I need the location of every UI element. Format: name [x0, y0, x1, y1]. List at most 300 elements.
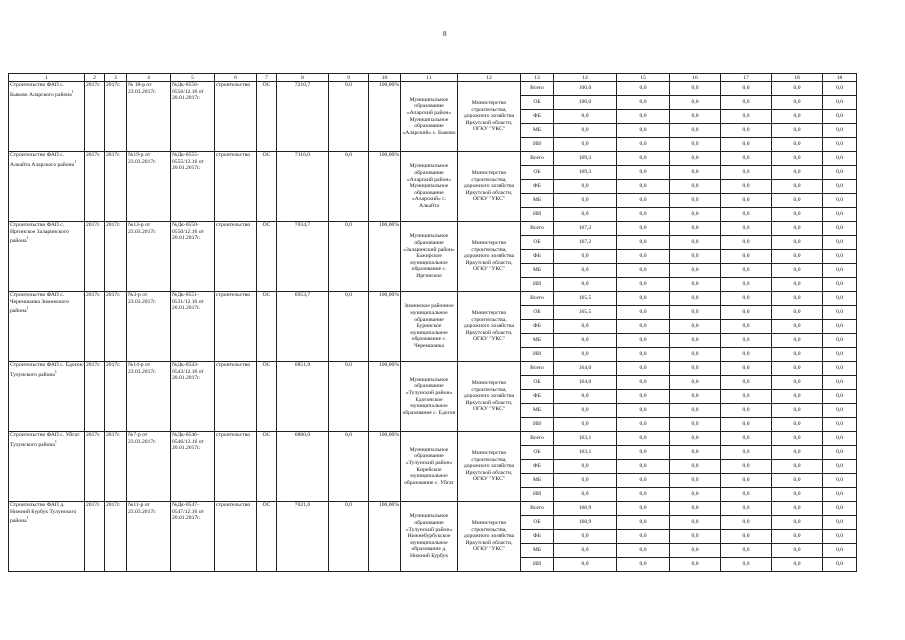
finance-value: 0,0 [772, 432, 823, 446]
finance-value: 0,0 [617, 110, 670, 124]
finance-source: ИИ [521, 278, 554, 292]
column-number: 14 [554, 74, 617, 82]
year-end: 2017г. [105, 502, 127, 572]
finance-value: 0,0 [554, 418, 617, 432]
finance-value: 0,0 [670, 334, 721, 348]
finance-value: 0,0 [721, 124, 772, 138]
column-number: 9 [329, 74, 369, 82]
finance-value: 0,0 [721, 544, 772, 558]
finance-value: 0,0 [617, 222, 670, 236]
project-row [9, 432, 857, 446]
finance-value: 0,0 [670, 390, 721, 404]
finance-value: 0,0 [823, 516, 857, 530]
finance-value: 0,0 [721, 334, 772, 348]
finance-source: ОБ [521, 306, 554, 320]
finance-value: 164,0 [554, 362, 617, 376]
column-number: 16 [670, 74, 721, 82]
finance-value: 0,0 [670, 362, 721, 376]
finance-value: 0,0 [670, 292, 721, 306]
zero-value: 0,0 [329, 222, 369, 292]
year-start: 2017г. [85, 292, 105, 362]
finance-value: 0,0 [823, 488, 857, 502]
finance-value: 0,0 [823, 376, 857, 390]
registration: №Дк-0556-0556/12.16 от 20.01.2017г. [171, 82, 215, 152]
finance-value: 0,0 [617, 376, 670, 390]
column-number: 10 [369, 74, 401, 82]
decree: №3-р от 23.03.2017г. [127, 292, 171, 362]
finance-value: 0,0 [617, 124, 670, 138]
finance-value: 0,0 [721, 390, 772, 404]
finance-value: 0,0 [823, 208, 857, 222]
finance-value: 0,0 [617, 544, 670, 558]
project-name-cell [9, 292, 85, 362]
zero-value: 0,0 [329, 502, 369, 572]
project-row [9, 292, 857, 306]
finance-value: 0,0 [617, 306, 670, 320]
project-name: Строительство ФАП д. Нижний Бурбук Тулунского района [10, 502, 77, 525]
finance-value: 0,0 [823, 446, 857, 460]
finance-value: 0,0 [772, 292, 823, 306]
finance-value: 0,0 [721, 558, 772, 572]
finance-value: 0,0 [823, 222, 857, 236]
work-kind: строительство [215, 222, 257, 292]
column-number: 4 [127, 74, 171, 82]
finance-value: 0,0 [823, 278, 857, 292]
finance-value: 0,0 [554, 278, 617, 292]
project-name-cell [9, 362, 85, 432]
zero-value: 0,0 [329, 292, 369, 362]
footnote-mark: 1 [54, 438, 57, 444]
finance-value: 0,0 [823, 82, 857, 96]
project-name: Строительство ФАП с. Черемшанка Зиминского района [10, 292, 70, 315]
project-name-cell [9, 82, 85, 152]
customer: Муниципальное образование «Аларский район» Муниципальное образование «Аларский» с. Быково [401, 82, 458, 152]
finance-value: 0,0 [721, 166, 772, 180]
finance-value: 0,0 [721, 278, 772, 292]
finance-value: 0,0 [721, 194, 772, 208]
percent-done: 100,00% [369, 362, 401, 432]
finance-value: 0,0 [823, 474, 857, 488]
finance-value: 0,0 [617, 250, 670, 264]
executor: Министерство строительства, дорожного хозяйства Иркутской области, ОГКУ "УКС" [458, 502, 521, 572]
finance-value: 0,0 [772, 138, 823, 152]
finance-value: 0,0 [670, 460, 721, 474]
registration: №Дк-0551-0531/12.16 от 20.01.2017г. [171, 292, 215, 362]
finance-value: 0,0 [772, 404, 823, 418]
total-cost: 6851,9 [277, 362, 329, 432]
finance-value: 0,0 [617, 390, 670, 404]
decree: №11-р от 23.03.2017г. [127, 502, 171, 572]
finance-value: 0,0 [721, 446, 772, 460]
zero-value: 0,0 [329, 362, 369, 432]
page-number: 8 [443, 30, 447, 38]
finance-value: 0,0 [617, 278, 670, 292]
project-name: Строительство ФАП с. Иргинское Заларинского района [10, 222, 69, 245]
finance-value: 0,0 [772, 390, 823, 404]
project-name-cell [9, 502, 85, 572]
finance-value: 0,0 [721, 138, 772, 152]
finance-value: 0,0 [670, 208, 721, 222]
finance-value: 0,0 [772, 194, 823, 208]
finance-value: 0,0 [670, 320, 721, 334]
customer: Муниципальное образование «Тулунский район» Кирейское муниципальное образование с. Уйгат [401, 432, 458, 502]
finance-value: 0,0 [670, 278, 721, 292]
finance-value: 0,0 [772, 502, 823, 516]
finance-value: 0,0 [772, 488, 823, 502]
zero-value: 0,0 [329, 432, 369, 502]
finance-value: 0,0 [670, 376, 721, 390]
oc-code: ОС [257, 362, 277, 432]
customer: Муниципальное образование «Аларский район» Муниципальное образование «Аларский» с. Алкайта [401, 152, 458, 222]
finance-value: 0,0 [617, 418, 670, 432]
finance-value: 0,0 [772, 166, 823, 180]
finance-source: ФБ [521, 180, 554, 194]
finance-value: 0,0 [823, 138, 857, 152]
finance-value: 0,0 [721, 362, 772, 376]
finance-source: ИИ [521, 348, 554, 362]
finance-value: 0,0 [554, 124, 617, 138]
year-end: 2017г. [105, 82, 127, 152]
year-start: 2017г. [85, 222, 105, 292]
executor: Министерство строительства, дорожного хозяйства Иркутской области, ОГКУ "УКС" [458, 152, 521, 222]
executor: Министерство строительства, дорожного хозяйства Иркутской области, ОГКУ "УКС" [458, 292, 521, 362]
total-cost: 7116,0 [277, 152, 329, 222]
zero-value: 0,0 [329, 152, 369, 222]
year-start: 2017г. [85, 362, 105, 432]
finance-value: 0,0 [772, 460, 823, 474]
finance-value: 0,0 [554, 460, 617, 474]
finance-value: 0,0 [823, 404, 857, 418]
finance-source: МБ [521, 334, 554, 348]
finance-value: 0,0 [823, 194, 857, 208]
finance-value: 0,0 [670, 194, 721, 208]
decree: №13-р от 23.03.2017г. [127, 222, 171, 292]
footnote-mark: 1 [54, 368, 57, 374]
percent-done: 100,00% [369, 502, 401, 572]
project-name: Строительство ФАП с. Быково Аларского района [10, 82, 72, 98]
finance-value: 169,3 [554, 166, 617, 180]
executor: Министерство строительства, дорожного хозяйства Иркутской области, ОГКУ "УКС" [458, 362, 521, 432]
finance-source: ОБ [521, 166, 554, 180]
footnote-mark: 1 [26, 305, 29, 311]
finance-value: 0,0 [721, 516, 772, 530]
year-start: 2017г. [85, 152, 105, 222]
finance-value: 0,0 [823, 166, 857, 180]
percent-done: 100,00% [369, 222, 401, 292]
finance-value: 0,0 [721, 152, 772, 166]
finance-source: ФБ [521, 530, 554, 544]
finance-value: 0,0 [823, 152, 857, 166]
finance-value: 0,0 [617, 82, 670, 96]
column-number: 3 [105, 74, 127, 82]
footnote-mark: 1 [26, 235, 29, 241]
finance-value: 0,0 [823, 110, 857, 124]
work-kind: строительство [215, 292, 257, 362]
finance-value: 0,0 [670, 250, 721, 264]
finance-value: 0,0 [670, 306, 721, 320]
finance-source: МБ [521, 264, 554, 278]
finance-value: 0,0 [721, 460, 772, 474]
finance-value: 0,0 [670, 222, 721, 236]
project-name-cell [9, 152, 85, 222]
finance-source: ФБ [521, 110, 554, 124]
decree: №7-р от 23.03.2017г. [127, 432, 171, 502]
finance-value: 0,0 [823, 180, 857, 194]
finance-value: 0,0 [823, 362, 857, 376]
finance-value: 0,0 [772, 558, 823, 572]
registration: №Дк-0543-0543/12.16 от 20.01.2017г. [171, 362, 215, 432]
finance-value: 0,0 [554, 474, 617, 488]
column-number: 2 [85, 74, 105, 82]
footnote-mark: 1 [74, 158, 77, 164]
finance-value: 0,0 [721, 292, 772, 306]
year-end: 2017г. [105, 152, 127, 222]
finance-value: 0,0 [772, 320, 823, 334]
finance-value: 0,0 [823, 530, 857, 544]
oc-code: ОС [257, 292, 277, 362]
work-kind: строительство [215, 152, 257, 222]
finance-value: 0,0 [772, 348, 823, 362]
registration: №Дк-0547-0547/12.16 от 20.01.2017г. [171, 502, 215, 572]
finance-value: 0,0 [670, 166, 721, 180]
finance-value: 168,9 [554, 502, 617, 516]
finance-value: 0,0 [721, 474, 772, 488]
finance-value: 0,0 [823, 264, 857, 278]
oc-code: ОС [257, 432, 277, 502]
executor: Министерство строительства, дорожного хозяйства Иркутской области, ОГКУ "УКС" [458, 222, 521, 292]
finance-value: 164,0 [554, 376, 617, 390]
oc-code: ОС [257, 152, 277, 222]
percent-done: 100,00% [369, 292, 401, 362]
column-number: 8 [277, 74, 329, 82]
finance-value: 0,0 [823, 292, 857, 306]
finance-source: Всего [521, 362, 554, 376]
finance-value: 0,0 [670, 348, 721, 362]
finance-value: 0,0 [772, 278, 823, 292]
finance-value: 0,0 [772, 250, 823, 264]
finance-value: 0,0 [721, 250, 772, 264]
finance-value: 0,0 [823, 348, 857, 362]
project-name: Строительство ФАП с. Уйгат Тулунского района [10, 432, 80, 448]
finance-value: 0,0 [670, 264, 721, 278]
finance-source: МБ [521, 474, 554, 488]
finance-value: 0,0 [554, 558, 617, 572]
finance-value: 0,0 [721, 82, 772, 96]
finance-source: ИИ [521, 558, 554, 572]
finance-value: 0,0 [554, 404, 617, 418]
finance-source: Всего [521, 222, 554, 236]
finance-source: ФБ [521, 320, 554, 334]
finance-value: 0,0 [554, 530, 617, 544]
finance-value: 0,0 [670, 516, 721, 530]
finance-value: 0,0 [721, 432, 772, 446]
finance-value: 165,5 [554, 292, 617, 306]
finance-value: 167,2 [554, 222, 617, 236]
finance-value: 0,0 [554, 110, 617, 124]
finance-value: 165,5 [554, 306, 617, 320]
finance-value: 0,0 [617, 138, 670, 152]
finance-value: 0,0 [670, 138, 721, 152]
total-cost: 7034,7 [277, 222, 329, 292]
finance-value: 0,0 [721, 488, 772, 502]
finance-source: Всего [521, 82, 554, 96]
finance-value: 0,0 [617, 488, 670, 502]
percent-done: 100,00% [369, 152, 401, 222]
finance-value: 0,0 [617, 558, 670, 572]
finance-value: 0,0 [617, 530, 670, 544]
finance-value: 0,0 [772, 516, 823, 530]
customer: Муниципальное образование «Тулунский район» Едогонское муниципальное образование с. Едогон [401, 362, 458, 432]
finance-value: 0,0 [670, 180, 721, 194]
decree: №14-р от 23.03.2017г. [127, 362, 171, 432]
project-name: Строительство ФАП с. Едогон Тулунского района [10, 362, 83, 378]
column-number: 6 [215, 74, 257, 82]
finance-value: 0,0 [554, 390, 617, 404]
finance-value: 0,0 [823, 558, 857, 572]
finance-source: ИИ [521, 418, 554, 432]
finance-value: 0,0 [823, 236, 857, 250]
executor: Министерство строительства, дорожного хозяйства Иркутской области, ОГКУ "УКС" [458, 82, 521, 152]
finance-value: 0,0 [772, 362, 823, 376]
work-kind: строительство [215, 82, 257, 152]
finance-value: 0,0 [823, 96, 857, 110]
finance-value: 0,0 [772, 152, 823, 166]
register-table-body [9, 74, 857, 572]
finance-value: 0,0 [554, 250, 617, 264]
finance-value: 0,0 [721, 306, 772, 320]
finance-value: 0,0 [670, 474, 721, 488]
percent-done: 100,00% [369, 432, 401, 502]
finance-value: 163,1 [554, 432, 617, 446]
column-number: 5 [171, 74, 215, 82]
finance-value: 0,0 [772, 96, 823, 110]
finance-value: 0,0 [554, 348, 617, 362]
finance-value: 0,0 [823, 124, 857, 138]
register-table [8, 73, 857, 572]
finance-value: 0,0 [670, 488, 721, 502]
finance-value: 0,0 [670, 236, 721, 250]
finance-value: 0,0 [772, 474, 823, 488]
finance-value: 0,0 [554, 138, 617, 152]
finance-value: 0,0 [670, 418, 721, 432]
finance-value: 0,0 [617, 236, 670, 250]
finance-value: 169,3 [554, 152, 617, 166]
finance-value: 0,0 [617, 264, 670, 278]
finance-value: 0,0 [823, 502, 857, 516]
finance-value: 0,0 [617, 334, 670, 348]
oc-code: ОС [257, 502, 277, 572]
executor: Министерство строительства, дорожного хозяйства Иркутской области, ОГКУ "УКС" [458, 432, 521, 502]
year-end: 2017г. [105, 432, 127, 502]
finance-value: 0,0 [823, 334, 857, 348]
footnote-mark: 1 [26, 515, 29, 521]
work-kind: строительство [215, 432, 257, 502]
finance-value: 0,0 [772, 180, 823, 194]
finance-value: 0,0 [823, 390, 857, 404]
finance-value: 0,0 [617, 516, 670, 530]
finance-value: 0,0 [617, 474, 670, 488]
registration: №Дк-0546-0546/12.16 от 20.01.2017г. [171, 432, 215, 502]
work-kind: строительство [215, 362, 257, 432]
finance-value: 0,0 [772, 446, 823, 460]
finance-value: 167,2 [554, 236, 617, 250]
finance-source: МБ [521, 544, 554, 558]
finance-value: 0,0 [772, 222, 823, 236]
finance-value: 0,0 [554, 180, 617, 194]
percent-done: 100,00% [369, 82, 401, 152]
finance-value: 0,0 [617, 460, 670, 474]
year-end: 2017г. [105, 362, 127, 432]
finance-value: 0,0 [670, 152, 721, 166]
footnote-mark: 1 [71, 88, 74, 94]
finance-value: 0,0 [721, 236, 772, 250]
finance-value: 0,0 [617, 194, 670, 208]
finance-source: ОБ [521, 446, 554, 460]
decree: № 18-р от 23.03.2017г. [127, 82, 171, 152]
finance-value: 0,0 [721, 208, 772, 222]
oc-code: ОС [257, 82, 277, 152]
finance-source: Всего [521, 152, 554, 166]
registration: №Дк-0550-0550/12.16 от 20.01.2017г. [171, 222, 215, 292]
finance-value: 0,0 [670, 558, 721, 572]
finance-value: 0,0 [721, 222, 772, 236]
column-number: 11 [401, 74, 458, 82]
finance-source: ФБ [521, 460, 554, 474]
finance-value: 0,0 [721, 404, 772, 418]
finance-value: 0,0 [554, 320, 617, 334]
finance-value: 0,0 [670, 530, 721, 544]
finance-value: 0,0 [670, 96, 721, 110]
project-row [9, 362, 857, 376]
header-row [9, 74, 857, 82]
column-number: 18 [772, 74, 823, 82]
total-cost: 6860,0 [277, 432, 329, 502]
finance-value: 0,0 [617, 404, 670, 418]
finance-value: 0,0 [823, 544, 857, 558]
finance-value: 0,0 [617, 362, 670, 376]
finance-value: 0,0 [721, 376, 772, 390]
finance-value: 0,0 [670, 446, 721, 460]
finance-value: 0,0 [670, 404, 721, 418]
total-cost: 6953,7 [277, 292, 329, 362]
finance-value: 0,0 [772, 124, 823, 138]
finance-value: 0,0 [670, 124, 721, 138]
year-end: 2017г. [105, 292, 127, 362]
project-name-cell [9, 222, 85, 292]
finance-value: 0,0 [823, 250, 857, 264]
finance-source: МБ [521, 194, 554, 208]
column-number: 12 [458, 74, 521, 82]
finance-value: 0,0 [554, 264, 617, 278]
column-number: 18 [823, 74, 857, 82]
work-kind: строительство [215, 502, 257, 572]
project-row [9, 152, 857, 166]
finance-value: 0,0 [772, 264, 823, 278]
finance-source: ОБ [521, 516, 554, 530]
registration: №Дк-0555-0555/12.16 от 20.01.2017г. [171, 152, 215, 222]
finance-value: 0,0 [772, 208, 823, 222]
finance-value: 0,0 [721, 348, 772, 362]
finance-value: 0,0 [772, 82, 823, 96]
year-end: 2017г. [105, 222, 127, 292]
finance-source: Всего [521, 432, 554, 446]
column-number: 17 [721, 74, 772, 82]
finance-value: 0,0 [617, 320, 670, 334]
finance-value: 0,0 [772, 236, 823, 250]
finance-value: 0,0 [617, 152, 670, 166]
finance-value: 0,0 [772, 530, 823, 544]
finance-value: 0,0 [721, 502, 772, 516]
